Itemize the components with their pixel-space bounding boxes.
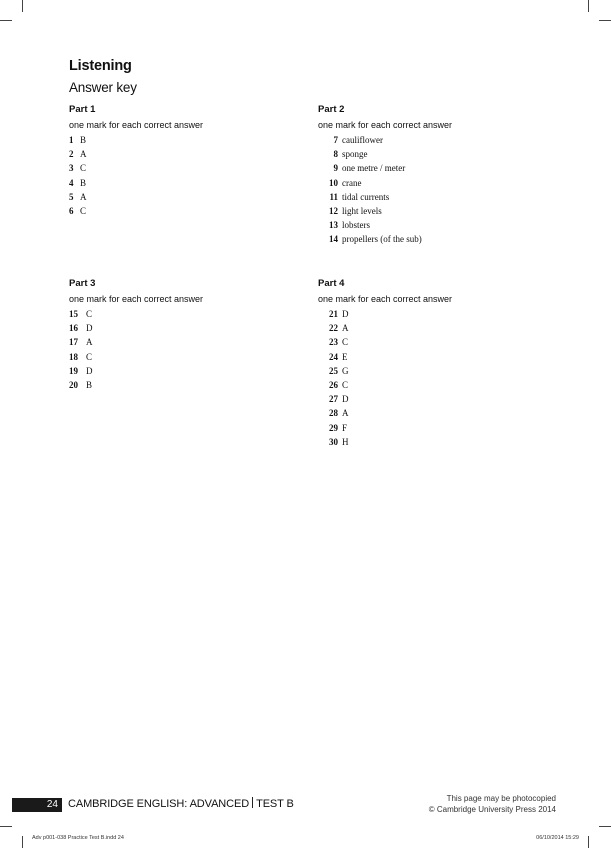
page-subtitle: Answer key — [69, 80, 137, 95]
question-number: 23 — [329, 337, 338, 348]
answer-value: sponge — [342, 149, 368, 160]
answer-value: D — [86, 323, 93, 334]
question-number: 16 — [69, 323, 78, 334]
footer-title — [68, 797, 294, 810]
copyright-line: © Cambridge University Press 2014 — [428, 805, 556, 814]
answer-item — [318, 321, 558, 335]
slug-file: Adv p001-038 Practice Test B.indd 24 — [32, 835, 124, 841]
part-heading: Part 2 — [318, 104, 345, 115]
answer-value: B — [80, 135, 87, 145]
answer-item — [69, 161, 309, 175]
question-number: 21 — [329, 309, 338, 319]
part-4-section — [318, 275, 558, 449]
part-instruction: one mark for each correct answer — [318, 294, 453, 304]
answer-item — [318, 350, 558, 364]
question-number: 6 — [69, 205, 74, 216]
question-number: 4 — [69, 177, 74, 188]
answer-value: A — [342, 323, 349, 334]
question-number: 28 — [329, 408, 338, 419]
answer-item — [69, 204, 309, 218]
question-number: 29 — [329, 422, 338, 433]
part-heading: Part 4 — [318, 278, 345, 289]
photocopy-notice — [429, 793, 556, 815]
crop-mark — [0, 20, 12, 21]
answer-item — [318, 435, 558, 449]
answer-value: E — [342, 351, 348, 362]
crop-mark — [599, 826, 611, 827]
answer-value: C — [86, 351, 93, 362]
answer-value: C — [342, 337, 349, 348]
answer-item — [318, 392, 558, 406]
answer-item — [69, 133, 309, 147]
question-number: 24 — [329, 351, 338, 362]
answer-item — [69, 321, 309, 335]
part-3-section — [69, 275, 309, 392]
answer-item — [69, 364, 309, 378]
answer-item — [69, 147, 309, 161]
answer-item — [69, 176, 309, 190]
question-number: 20 — [69, 379, 78, 390]
part-instruction: one mark for each correct answer — [318, 120, 453, 130]
crop-mark — [22, 0, 23, 12]
answer-item — [69, 378, 309, 392]
question-number: 11 — [329, 191, 338, 202]
slug-date: 06/10/2014 15:29 — [536, 835, 579, 841]
question-number: 10 — [329, 177, 338, 188]
part-instruction: one mark for each correct answer — [69, 120, 204, 130]
photocopy-line: This page may be photocopied — [446, 794, 556, 803]
question-number: 18 — [69, 351, 78, 362]
answer-value: H — [342, 436, 349, 447]
answer-item — [69, 350, 309, 364]
answer-item — [318, 161, 558, 175]
answer-value: crane — [342, 177, 362, 188]
question-number: 7 — [333, 135, 338, 145]
answer-value: one metre / meter — [342, 163, 406, 174]
answer-value: D — [86, 365, 93, 376]
answer-item — [318, 421, 558, 435]
question-number: 27 — [329, 394, 338, 405]
answer-list — [318, 307, 558, 449]
answer-value: D — [342, 394, 349, 405]
answer-item — [318, 218, 558, 232]
page-title: Listening — [69, 58, 132, 74]
answer-value: B — [80, 177, 87, 188]
answer-item — [318, 406, 558, 420]
part-instruction: one mark for each correct answer — [69, 294, 204, 304]
answer-item — [69, 335, 309, 349]
answer-value: A — [80, 191, 87, 202]
answer-item — [318, 232, 558, 246]
answer-item — [318, 335, 558, 349]
answer-item — [318, 204, 558, 218]
answer-value: F — [342, 422, 348, 433]
page-number: 24 — [12, 798, 62, 812]
answer-item — [318, 147, 558, 161]
question-number: 3 — [69, 163, 74, 174]
question-number: 8 — [333, 149, 338, 160]
question-number: 17 — [69, 337, 78, 348]
part-2-section — [318, 101, 558, 247]
answer-value: C — [80, 205, 87, 216]
question-number: 12 — [329, 205, 338, 216]
answer-item — [318, 133, 558, 147]
answer-item — [318, 190, 558, 204]
question-number: 5 — [69, 191, 74, 202]
answer-value: A — [342, 408, 349, 419]
question-number: 22 — [329, 323, 338, 334]
answer-value: cauliflower — [342, 135, 383, 145]
question-number: 15 — [69, 309, 78, 319]
answer-value: D — [342, 309, 349, 319]
answer-item — [318, 364, 558, 378]
answer-value: C — [342, 379, 349, 390]
answer-list — [69, 133, 309, 218]
answer-value: tidal currents — [342, 191, 390, 202]
part-heading: Part 1 — [69, 104, 96, 115]
answer-item — [318, 378, 558, 392]
test-name: TEST B — [256, 798, 294, 810]
answer-value: light levels — [342, 205, 382, 216]
question-number: 30 — [329, 436, 338, 447]
crop-mark — [599, 20, 611, 21]
divider — [252, 797, 253, 808]
crop-mark — [588, 0, 589, 12]
question-number: 2 — [69, 149, 74, 160]
answer-value: B — [86, 379, 93, 390]
answer-item — [69, 307, 309, 321]
question-number: 1 — [69, 135, 74, 145]
answer-list — [69, 307, 309, 392]
answer-value: C — [86, 309, 93, 319]
answer-list — [318, 133, 558, 247]
answer-value: A — [80, 149, 87, 160]
question-number: 9 — [333, 163, 338, 174]
answer-value: C — [80, 163, 87, 174]
question-number: 19 — [69, 365, 78, 376]
crop-mark — [588, 836, 589, 848]
part-1-section — [69, 101, 309, 218]
question-number: 26 — [329, 379, 338, 390]
question-number: 14 — [329, 234, 338, 245]
question-number: 25 — [329, 365, 338, 376]
answer-item — [318, 307, 558, 321]
answer-item — [69, 190, 309, 204]
answer-value: A — [86, 337, 93, 348]
exam-name: CAMBRIDGE ENGLISH: ADVANCED — [68, 798, 250, 810]
crop-mark — [0, 826, 12, 827]
answer-value: G — [342, 365, 349, 376]
answer-value: lobsters — [342, 220, 370, 231]
part-heading: Part 3 — [69, 278, 96, 289]
crop-mark — [22, 836, 23, 848]
question-number: 13 — [329, 220, 338, 231]
answer-item — [318, 176, 558, 190]
answer-value: propellers (of the sub) — [342, 234, 422, 245]
